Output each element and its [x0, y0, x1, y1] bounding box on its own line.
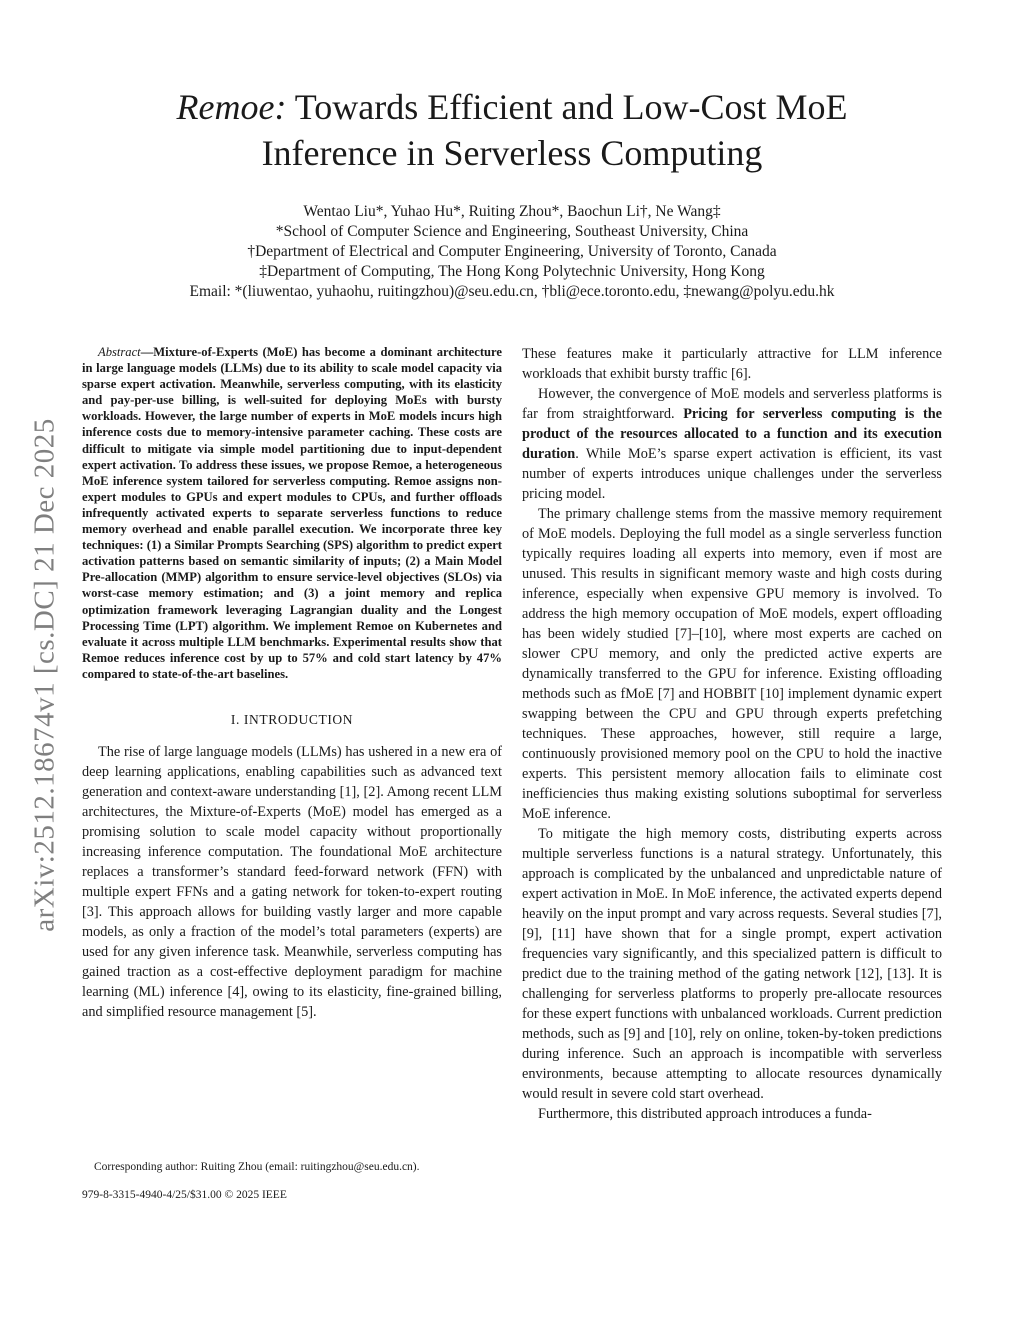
- author-emails: Email: *(liuwentao, yuhaohu, ruitingzhou)@seu.edu.cn, †bli@ece.toronto.edu, ‡newang@polyu.edu.hk: [189, 283, 835, 300]
- intro-paragraph-continued: These features make it particularly attractive for LLM inference workloads that exhibit bursty traffic [6].: [522, 346, 942, 382]
- affiliation-polyu: ‡Department of Computing, The Hong Kong Polytechnic University, Hong Kong: [259, 263, 765, 280]
- abstract-label: Abstract: [98, 345, 141, 359]
- title-line-1: Towards Efficient and Low-Cost MoE: [286, 87, 848, 127]
- pricing-text-b: . While MoE’s sparse expert activation is efficient, its vast number of experts introduces unique challenges under the serverless pricing model.: [522, 446, 942, 502]
- right-column: [522, 344, 942, 1124]
- abstract: [82, 344, 502, 682]
- affiliation-toronto: †Department of Electrical and Computer Engineering, University of Toronto, Canada: [247, 243, 777, 260]
- intro-paragraph-memory: The primary challenge stems from the massive memory requirement of MoE models. Deploying the full model as a single serverless function typically requires loading all experts into memory, even if most are unused. This results in significant memory waste and high costs during inference, especially when expensive GPU memory is involved. To address the high memory occupation of MoE models, expert offloading has been widely studied [7]–[10], where most experts are cached on slower CPU memory, and only the predicted active experts are dynamically transferred to the GPU for inference. Existing offloading methods such as fMoE [7] and HOBBIT [10] implement dynamic expert swapping between the CPU and GPU through experts prefetching techniques. These approaches, however, still require a large, continuously provisioned memory pool on the CPU to hold the inactive experts. This persistent memory allocation fails to eliminate cost inefficiencies thus making existing solutions suboptimal for serverless MoE inference.: [522, 506, 942, 822]
- author-block: [90, 202, 934, 302]
- arxiv-stamp-text: arXiv:2512.18674v1 [cs.DC] 21 Dec 2025: [28, 418, 61, 932]
- left-column: [82, 344, 502, 1022]
- copyright-line: 979-8-3315-4940-4/25/$31.00 © 2025 IEEE: [82, 1189, 287, 1201]
- title-system-name: Remoe:: [176, 87, 287, 127]
- intro-paragraph-pricing: [522, 384, 942, 504]
- intro-paragraph-final: Furthermore, this distributed approach introduces a funda-: [538, 1106, 872, 1122]
- corresponding-author-note: Corresponding author: Ruiting Zhou (email: ruitingzhou@seu.edu.cn).: [94, 1161, 420, 1173]
- author-list: Wentao Liu*, Yuhao Hu*, Ruiting Zhou*, Baochun Li†, Ne Wang‡: [303, 203, 721, 220]
- paper-title: [90, 84, 934, 176]
- abstract-text: —Mixture-of-Experts (MoE) has become a dominant architecture in large language models (LLMs) due to its ability to scale model capacity via sparse expert activation. Meanwhile, serverless computing, with its elasticity and pay-per-use billing, is well-suited for deploying MoEs with bursty workloads. However, the large number of experts in MoE models incurs high inference costs due to memory-intensive parameter caching. These costs are difficult to mitigate via simple model partitioning due to input-dependent expert activation. To address these issues, we propose Remoe, a heterogeneous MoE inference system tailored for serverless computing. Remoe assigns non-expert modules to GPUs and expert modules to CPUs, and further offloads infrequently activated experts to separate serverless functions to reduce memory overhead and enable parallel execution. We incorporate three key techniques: (1) a Similar Prompts Searching (SPS) algorithm to predict expert activation patterns based on semantic similarity of inputs; (2) a Main Model Pre-allocation (MMP) algorithm to ensure service-level objectives (SLOs) via worst-case memory estimation; and (3) a joint memory and replica optimization framework leveraging Lagrangian duality and the Longest Processing Time (LPT) algorithm. We implement Remoe on Kubernetes and evaluate it across multiple LLM benchmarks. Experimental results show that Remoe reduces inference cost by up to 57% and cold start latency by 47% compared to state-of-the-art baselines.: [82, 345, 502, 681]
- section-heading-introduction: I. INTRODUCTION: [230, 711, 354, 727]
- intro-paragraph-1: The rise of large language models (LLMs) has ushered in a new era of deep learning applications, enabling capabilities such as advanced text generation and context-aware understanding [1], [2]. Among recent LLM architectures, the Mixture-of-Experts (MoE) model has emerged as a promising solution to scale model capacity without proportionally increasing inference computation. The foundational MoE architecture replaces a transformer’s standard feed-forward network (FFN) with multiple expert FFNs and a gating network for token-to-expert routing [3]. This approach allows for building vastly larger and more capable models, as only a fraction of the model’s total parameters (experts) are used for any given inference task. Meanwhile, serverless computing has gained traction as a cost-effective deployment paradigm for machine learning (ML) inference [4], owing to its elasticity, fine-grained billing, and simplified resource management [5].: [82, 743, 502, 1020]
- pricing-bold-text: Pricing for serverless computing is the product of the resources allocated to a function and its execution duration: [522, 406, 942, 462]
- affiliation-seu: *School of Computer Science and Engineering, Southeast University, China: [275, 223, 749, 240]
- title-line-2: Inference in Serverless Computing: [261, 133, 763, 173]
- intro-paragraph-distribution: To mitigate the high memory costs, distributing experts across multiple serverless functions is a natural strategy. Unfortunately, this approach is complicated by the unbalanced and unpredictable nature of expert activation in MoE. In MoE inference, the activated experts depend heavily on the input prompt and vary across requests. Several studies [7], [9], [11] have shown that for a single prompt, expert activation frequencies vary significantly, and this specialized pattern is difficult to predict due to the training method of the gating network [12], [13]. It is challenging for serverless platforms to properly pre-allocate resources for these expert functions with unbalanced workloads. Current prediction methods, such as [9] and [10], rely on online, token-by-token predictions during inference. Such an approach is incompatible with serverless environments, because attempting to allocate resources dynamically would result in severe cold start overhead.: [522, 826, 943, 1102]
- pricing-text-a: However, the convergence of MoE models and serverless platforms is far from straightforward.: [522, 386, 942, 422]
- arxiv-stamp: [27, 370, 63, 980]
- footnote-block: [82, 1160, 502, 1202]
